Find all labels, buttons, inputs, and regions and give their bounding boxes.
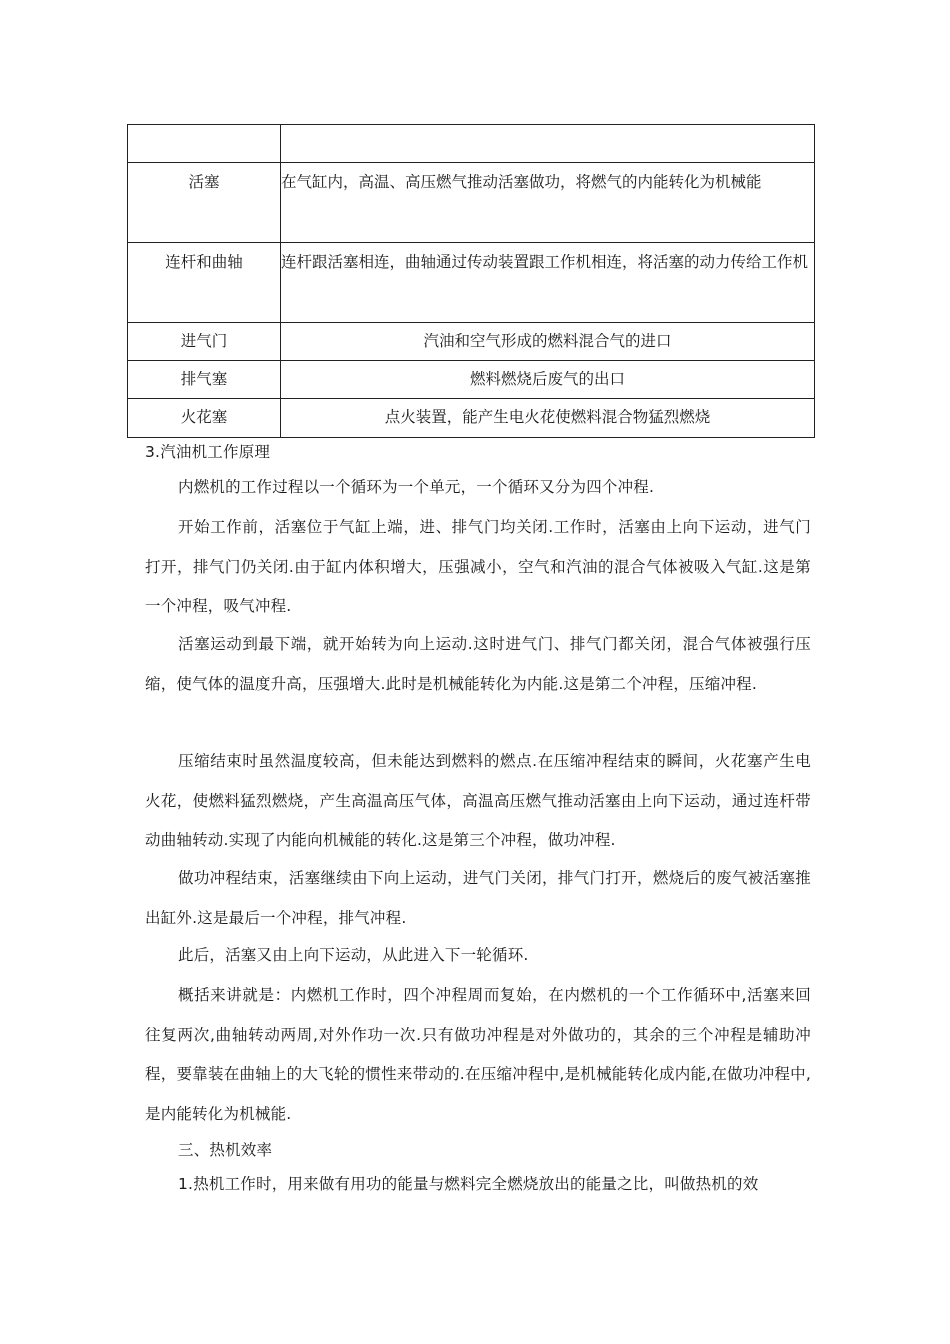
part-name-cell: 连杆和曲轴 [128, 243, 281, 323]
part-desc-cell: 燃料燃烧后废气的出口 [281, 361, 815, 399]
part-desc-cell [281, 125, 815, 163]
paragraph-cycle-intro: 内燃机的工作过程以一个循环为一个单元，一个循环又分为四个冲程. [178, 478, 655, 496]
part-desc-cell: 在气缸内，高温、高压燃气推动活塞做功，将燃气的内能转化为机械能 [281, 163, 815, 243]
part-name-cell: 火花塞 [128, 399, 281, 438]
part-name-cell: 排气塞 [128, 361, 281, 399]
table-row [128, 243, 815, 323]
paragraph-exhaust-stroke: 做功冲程结束，活塞继续由下向上运动，进气门关闭，排气门打开，燃烧后的废气被活塞推出缸外.这是最后一个冲程，排气冲程. [145, 869, 811, 927]
section-heading-3: 3.汽油机工作原理 [145, 443, 271, 461]
paragraph-power-stroke: 压缩结束时虽然温度较高，但未能达到燃料的燃点.在压缩冲程结束的瞬间，火花塞产生电火花，使燃料猛烈燃烧，产生高温高压气体，高温高压燃气推动活塞由上向下运动，通过连杆带动曲轴转动.实现了内能向机械能的转化.这是第三个冲程，做功冲程. [145, 752, 811, 849]
paragraph-next-cycle: 此后，活塞又由上向下运动，从此进入下一轮循环. [178, 946, 529, 964]
table-row [128, 323, 815, 361]
part-desc-cell: 连杆跟活塞相连，曲轴通过传动装置跟工作机相连，将活塞的动力传给工作机 [281, 243, 815, 323]
paragraph-intake-stroke: 开始工作前，活塞位于气缸上端，进、排气门均关闭.工作时，活塞由上向下运动，进气门打开，排气门仍关闭.由于缸内体积增大，压强减小，空气和汽油的混合气体被吸入气缸.这是第一个冲程，吸气冲程. [145, 518, 811, 615]
part-desc-cell: 点火装置，能产生电火花使燃料混合物猛烈燃烧 [281, 399, 815, 438]
part-name-cell: 进气门 [128, 323, 281, 361]
paragraph-efficiency-definition: 1.热机工作时，用来做有用功的能量与燃料完全燃烧放出的能量之比，叫做热机的效 [178, 1175, 759, 1193]
table-row [128, 163, 815, 243]
part-desc-cell: 汽油和空气形成的燃料混合气的进口 [281, 323, 815, 361]
part-name-cell [128, 125, 281, 163]
part-name-cell: 活塞 [128, 163, 281, 243]
table-row [128, 361, 815, 399]
paragraph-summary: 概括来讲就是：内燃机工作时，四个冲程周而复始，在内燃机的一个工作循环中,活塞来回往复两次,曲轴转动两周,对外作功一次.只有做功冲程是对外做功的，其余的三个冲程是辅助冲程，要靠装在曲轴上的大飞轮的惯性来带动的.在压缩冲程中,是机械能转化成内能,在做功冲程中,是内能转化为机械能. [145, 986, 811, 1123]
engine-parts-table [127, 124, 815, 438]
table-row [128, 125, 815, 163]
paragraph-compression-stroke: 活塞运动到最下端，就开始转为向上运动.这时进气门、排气门都关闭，混合气体被强行压缩，使气体的温度升高，压强增大.此时是机械能转化为内能.这是第二个冲程，压缩冲程. [145, 635, 811, 693]
section-heading-efficiency: 三、热机效率 [178, 1141, 273, 1159]
table-row [128, 399, 815, 438]
